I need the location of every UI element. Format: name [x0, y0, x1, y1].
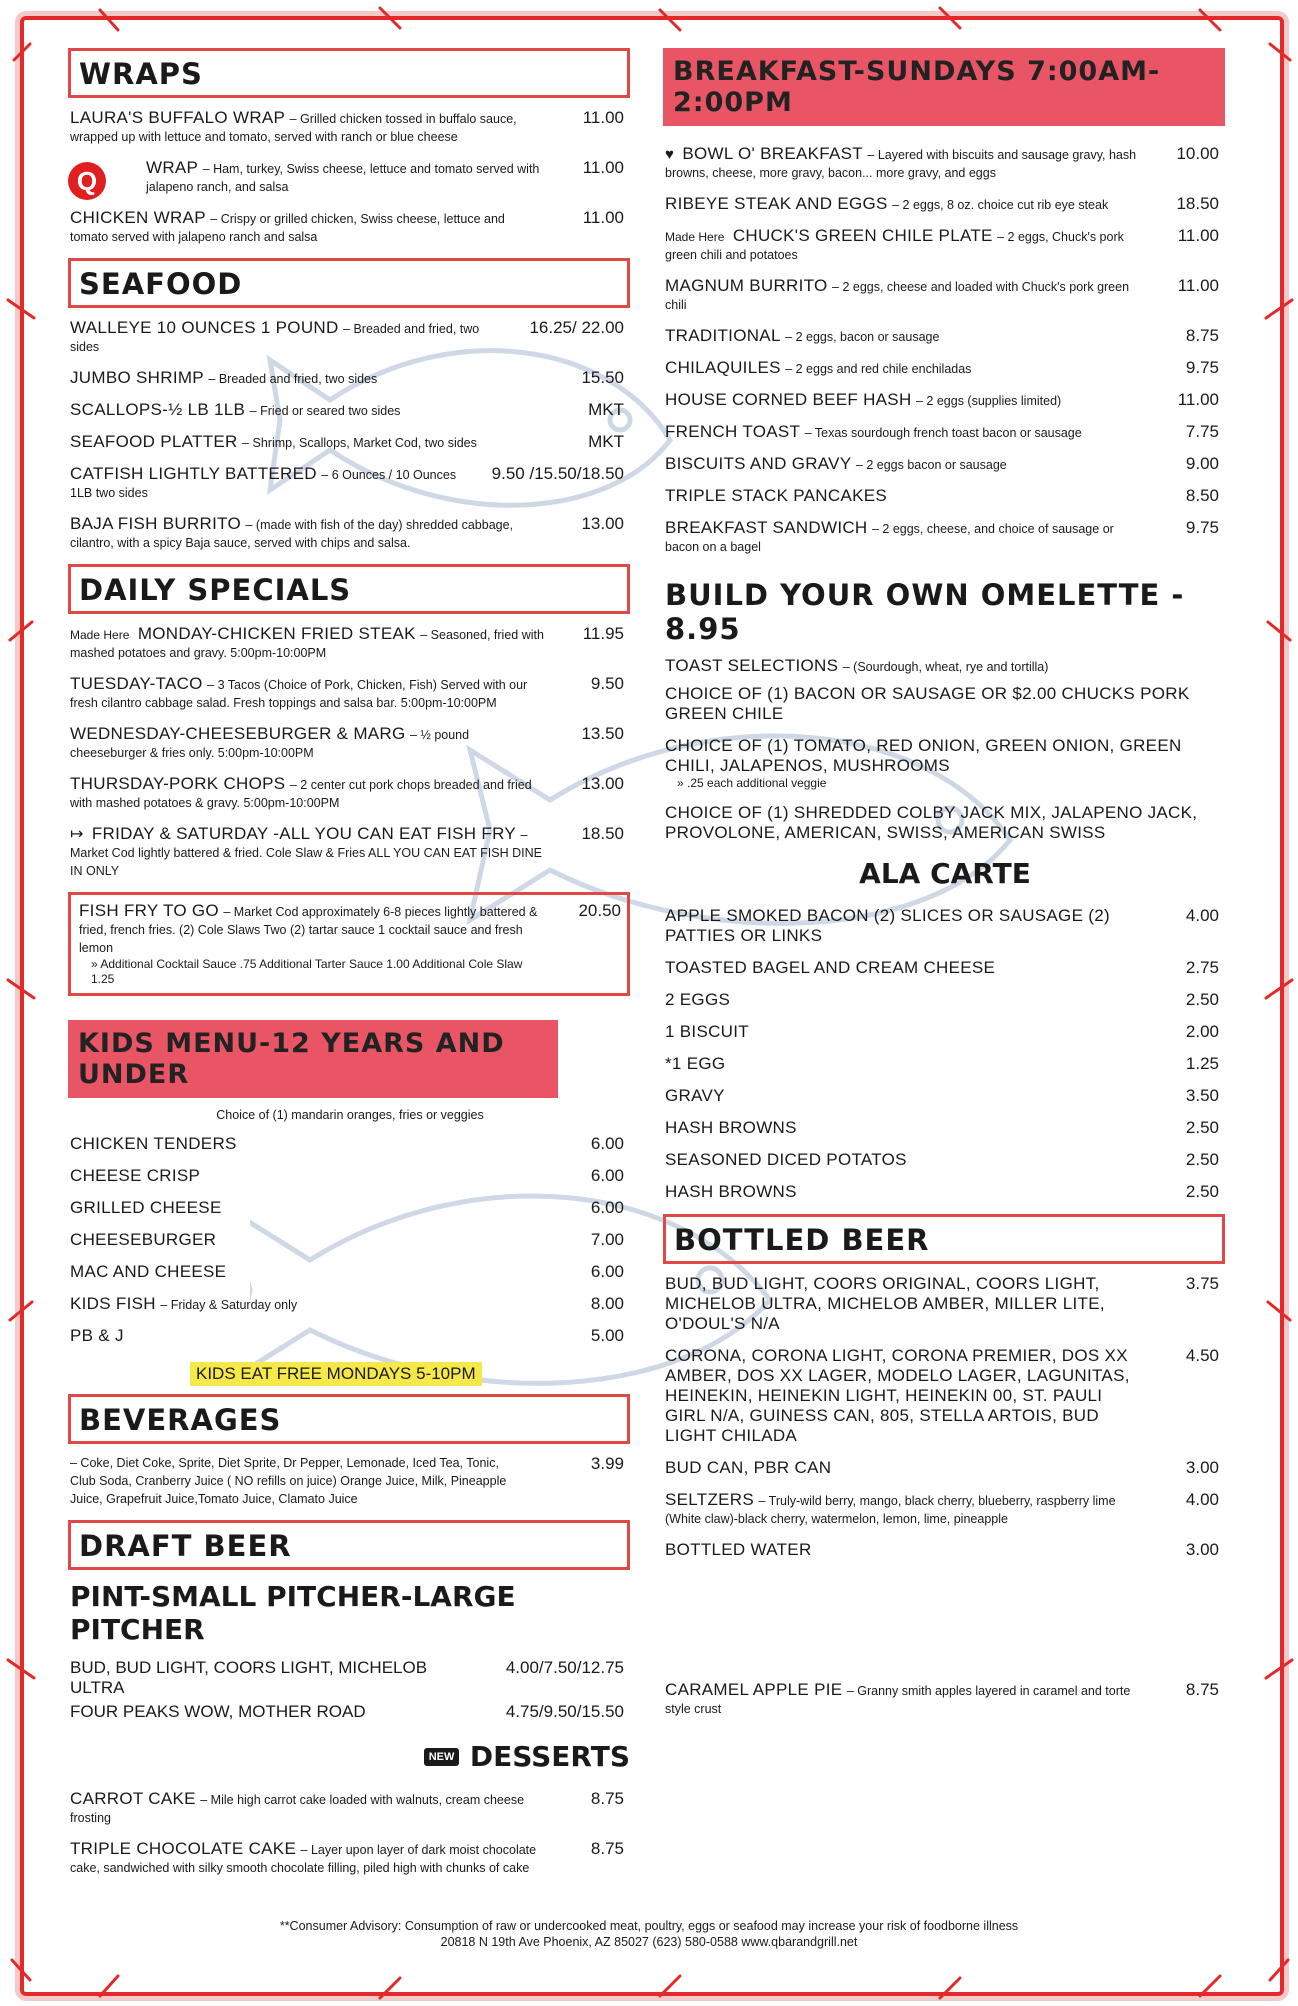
item-price: 8.50: [1185, 486, 1219, 505]
item-desc: – (made with fish of the day) shredded cabbage, cilantro, with a spicy Baja sauce, served with chips and salsa.: [70, 518, 514, 550]
menu-item: [70, 108, 630, 146]
toast-selections: [665, 656, 1225, 676]
item-name: FRENCH TOAST: [665, 422, 801, 441]
item-price: 2.50: [1185, 1118, 1219, 1137]
item-name: BISCUITS AND GRAVY: [665, 454, 852, 473]
wraps-header: [68, 48, 630, 98]
item-desc: – Truly-wild berry, mango, black cherry, blueberry, raspberry lime (White claw)-black cherry, watermelon, lemon, lime, pineapple: [665, 1494, 1116, 1526]
item-price: 9.50 /15.50/18.50: [491, 464, 624, 483]
item-name: APPLE SMOKED BACON (2) SLICES OR SAUSAGE (2) PATTIES OR LINKS: [665, 906, 1110, 945]
menu-item: [665, 358, 1225, 378]
menu-item: [665, 1274, 1225, 1334]
item-name: 2 EGGS: [665, 990, 731, 1009]
menu-item: [70, 318, 630, 356]
beverages-header: [68, 1394, 630, 1444]
item-price: 3.00: [1185, 1458, 1219, 1477]
menu-item: [70, 1294, 630, 1314]
desserts-header: [70, 1740, 630, 1773]
item-name: TRIPLE STACK PANCAKES: [665, 486, 888, 505]
menu-item: [70, 1454, 630, 1508]
menu-item: [665, 990, 1225, 1010]
item-price: 7.00: [590, 1230, 624, 1249]
item-name: LAURA'S BUFFALO WRAP: [70, 108, 286, 127]
menu-item: [665, 1680, 1225, 1718]
fish-fry-to-go-box: [68, 892, 630, 996]
item-desc: – Market Cod approximately 6-8 pieces lightly battered & fried, french fries. (2) Cole Slaws Two (2) tartar sauce 1 cocktail sauce and fresh lemon: [79, 905, 538, 955]
menu-item: [70, 774, 630, 812]
item-price: 8.75: [1185, 326, 1219, 345]
item-desc: – Crispy or grilled chicken, Swiss cheese, lettuce and tomato served with jalapeno ranch and salsa: [70, 212, 505, 244]
item-name: *1 EGG: [665, 1054, 726, 1073]
item-name: RIBEYE STEAK AND EGGS: [665, 194, 888, 213]
new-badge: NEW: [424, 1748, 460, 1766]
menu-item: [665, 1540, 1225, 1560]
item-price: 5.00: [590, 1326, 624, 1345]
draft-row: [70, 1658, 630, 1698]
item-price: 11.00: [1177, 226, 1219, 245]
item-name: BOWL O' BREAKFAST: [682, 144, 863, 163]
menu-item: [665, 144, 1225, 182]
item-desc: – Shrimp, Scallops, Market Cod, two sides: [242, 436, 477, 450]
omelette-veggie-note: » .25 each additional veggie: [677, 776, 827, 790]
item-desc: – Mile high carrot cake loaded with walnuts, cream cheese frosting: [70, 1793, 525, 1825]
item-desc: – Coke, Diet Coke, Sprite, Diet Sprite, Dr Pepper, Lemonade, Iced Tea, Tonic, Club Soda, Cranberry Juice ( NO refills on juice) Orange Juice, Milk, Pineapple Juice, Grapefruit Juice,Tomato Juice, Clamato Juice: [70, 1456, 507, 1506]
item-price: 6.00: [590, 1262, 624, 1281]
item-price: MKT: [588, 432, 624, 451]
item-note: » Additional Cocktail Sauce .75 Additional Tarter Sauce 1.00 Additional Cole Slaw 1.25: [91, 957, 523, 986]
toast-desc: – (Sourdough, wheat, rye and tortilla): [842, 660, 1049, 674]
item-name: CHUCK'S GREEN CHILE PLATE: [732, 226, 993, 245]
item-price: 10.00: [1176, 144, 1219, 163]
item-price: 4.50: [1185, 1346, 1219, 1365]
made-here-icon: Made Here: [70, 628, 130, 642]
left-column: [70, 48, 630, 1889]
item-price: 8.75: [590, 1789, 624, 1808]
menu-item: [665, 1086, 1225, 1106]
item-price: 7.75: [1185, 422, 1219, 441]
item-desc: – 2 eggs, bacon or sausage: [785, 330, 940, 344]
ala-carte-title: ALA CARTE: [859, 857, 1031, 890]
menu-item: [70, 624, 630, 662]
item-desc: – Fried or seared two sides: [249, 404, 401, 418]
item-name: SELTZERS: [665, 1490, 754, 1509]
menu-item: [70, 514, 630, 552]
menu-item: [665, 1118, 1225, 1138]
item-desc: – 2 eggs bacon or sausage: [855, 458, 1007, 472]
omelette-title: BUILD YOUR OWN OMELETTE - 8.95: [665, 578, 1185, 646]
wraps-title: WRAPS: [79, 57, 203, 91]
item-price: 11.00: [582, 158, 624, 177]
item-desc: – Texas sourdough french toast bacon or sausage: [804, 426, 1082, 440]
item-price: 9.75: [1185, 518, 1219, 537]
item-name: WEDNESDAY-CHEESEBURGER & MARG: [70, 724, 406, 743]
item-price: 13.00: [581, 774, 624, 793]
menu-item: [70, 400, 630, 420]
menu-item: [665, 194, 1225, 214]
item-price: 2.50: [1185, 1150, 1219, 1169]
item-name: KIDS FISH: [70, 1294, 156, 1313]
item-price: 20.50: [578, 901, 621, 920]
item-name: SEASONED DICED POTATOS: [665, 1150, 907, 1169]
seafood-header: [68, 258, 630, 308]
menu-item: [70, 368, 630, 388]
item-price: 4.00/7.50/12.75: [505, 1658, 624, 1677]
draft-beer-title: DRAFT BEER: [79, 1529, 292, 1563]
item-price: 4.00: [1185, 906, 1219, 925]
bottled-beer-header: [663, 1214, 1225, 1264]
seafood-title: SEAFOOD: [79, 267, 243, 301]
menu-item: [665, 1054, 1225, 1074]
item-name: WRAP: [146, 158, 199, 177]
item-price: 16.25/ 22.00: [529, 318, 624, 337]
item-desc: – Breaded and fried, two sides: [208, 372, 378, 386]
menu-item: [665, 276, 1225, 314]
item-name: FOUR PEAKS WOW, MOTHER ROAD: [70, 1702, 366, 1721]
item-desc: – 2 eggs, 8 oz. choice cut rib eye steak: [892, 198, 1109, 212]
menu-item: [665, 1346, 1225, 1446]
menu-item: [70, 432, 630, 452]
item-price: 4.75/9.50/15.50: [505, 1702, 624, 1721]
item-price: 13.00: [581, 514, 624, 533]
item-name: HASH BROWNS: [665, 1182, 797, 1201]
desserts-title: DESSERTS: [469, 1740, 630, 1773]
item-name: HASH BROWNS: [665, 1118, 797, 1137]
menu-item: [665, 486, 1225, 506]
item-price: 18.50: [1176, 194, 1219, 213]
item-name: MONDAY-CHICKEN FRIED STEAK: [137, 624, 416, 643]
item-price: 3.75: [1185, 1274, 1219, 1293]
item-price: 11.00: [582, 208, 624, 227]
item-name: BOTTLED WATER: [665, 1540, 812, 1559]
item-desc: – Layer upon layer of dark moist chocolate cake, sandwiched with silky smooth chocolate filling, piled high with chunks of cake: [70, 1843, 537, 1875]
item-name: CHICKEN WRAP: [70, 208, 206, 227]
item-name: BUD, BUD LIGHT, COORS LIGHT, MICHELOB ULTRA: [70, 1658, 428, 1697]
item-name: JUMBO SHRIMP: [70, 368, 204, 387]
item-name: BAJA FISH BURRITO: [70, 514, 242, 533]
item-desc: – 2 center cut pork chops breaded and fried with mashed potatoes & gravy. 5:00pm-10:00PM: [70, 778, 532, 810]
item-price: 9.00: [1185, 454, 1219, 473]
menu-item: [665, 1490, 1225, 1528]
item-desc: – 2 eggs, cheese and loaded with Chuck's pork green chili: [665, 280, 1130, 312]
footer: [0, 1918, 1298, 1950]
item-price: 6.00: [590, 1198, 624, 1217]
menu-item: [70, 1230, 630, 1250]
item-desc: – 2 eggs, Chuck's pork green chili and potatoes: [665, 230, 1124, 262]
item-name: TRADITIONAL: [665, 326, 781, 345]
item-name: BUD CAN, PBR CAN: [665, 1458, 832, 1477]
item-name: GRAVY: [665, 1086, 725, 1105]
item-desc: – Market Cod lightly battered & fried. Cole Slaw & Fries ALL YOU CAN EAT FISH DINE IN ONLY: [70, 828, 542, 878]
item-price: 15.50: [581, 368, 624, 387]
item-name: SCALLOPS-½ LB 1LB: [70, 400, 246, 419]
menu-item: [70, 464, 630, 502]
item-name: CHILAQUILES: [665, 358, 781, 377]
item-price: 18.50: [581, 824, 624, 843]
menu-item: [665, 1182, 1225, 1202]
item-price: 11.00: [1177, 276, 1219, 295]
item-price: 9.50: [590, 674, 624, 693]
menu-item: [70, 158, 630, 196]
item-name: TOASTED BAGEL AND CREAM CHEESE: [665, 958, 996, 977]
menu-item: [70, 724, 630, 762]
item-desc: – Ham, turkey, Swiss cheese, lettuce and tomato served with jalapeno ranch, and salsa: [146, 162, 540, 194]
item-name: TRIPLE CHOCOLATE CAKE: [70, 1839, 297, 1858]
menu-item: [70, 1198, 630, 1218]
item-name: CATFISH LIGHTLY BATTERED: [70, 464, 317, 483]
menu-item: [70, 208, 630, 246]
daily-specials-header: [68, 564, 630, 614]
item-name: CORONA, CORONA LIGHT, CORONA PREMIER, DOS XX AMBER, DOS XX LAGER, MODELO LAGER, LAGUNITAS, HEINEKIN, HEINEKIN LIGHT, HEINEKIN 00, ST. PAULI GIRL N/A, GUINESS CAN, 805, STELLA ARTOIS, BUD LIGHT CHILADA: [665, 1346, 1130, 1445]
item-desc: – Breaded and fried, two sides: [70, 322, 480, 354]
item-desc: – 2 eggs (supplies limited): [915, 394, 1062, 408]
item-name: 1 BISCUIT: [665, 1022, 749, 1041]
menu-item: [665, 1150, 1225, 1170]
item-name: PB & J: [70, 1326, 124, 1345]
item-price: 11.95: [582, 624, 624, 643]
item-name: FISH FRY TO GO: [79, 901, 219, 920]
kids-menu-subtitle: Choice of (1) mandarin oranges, fries or veggies: [216, 1108, 484, 1122]
menu-item: [70, 1134, 630, 1154]
item-price: 8.00: [590, 1294, 624, 1313]
item-name: WALLEYE 10 OUNCES 1 POUND: [70, 318, 339, 337]
toast-label: TOAST SELECTIONS: [665, 656, 839, 675]
item-price: 8.75: [1185, 1680, 1219, 1699]
item-name: CHEESEBURGER: [70, 1230, 217, 1249]
item-price: 3.00: [1185, 1540, 1219, 1559]
menu-item: [665, 390, 1225, 410]
item-name: SEAFOOD PLATTER: [70, 432, 238, 451]
draft-row: [70, 1702, 630, 1722]
item-price: 2.50: [1185, 990, 1219, 1009]
daily-specials-title: DAILY SPECIALS: [79, 573, 352, 607]
draft-beer-subtitle: PINT-SMALL PITCHER-LARGE PITCHER: [70, 1580, 516, 1646]
draft-beer-header: [68, 1520, 630, 1570]
item-name: MAC AND CHEESE: [70, 1262, 227, 1281]
menu-item: [665, 454, 1225, 474]
item-name: GRILLED CHEESE: [70, 1198, 222, 1217]
item-price: MKT: [588, 400, 624, 419]
kids-menu-banner: [68, 1020, 558, 1098]
kids-eat-free-promo: KIDS EAT FREE MONDAYS 5-10PM: [190, 1362, 482, 1386]
menu-item: [665, 226, 1225, 264]
item-price: 2.00: [1185, 1022, 1219, 1041]
breakfast-banner: [663, 48, 1225, 126]
menu-item: [70, 1326, 630, 1346]
arrow-icon: ↦: [70, 826, 84, 843]
item-desc: – ½ pound cheeseburger & fries only. 5:00pm-10:00PM: [70, 728, 470, 760]
consumer-advisory: **Consumer Advisory: Consumption of raw or undercooked meat, poultry, eggs or seafood may increase your risk of foodborne illness: [279, 1919, 1019, 1933]
kids-menu-title: KIDS MENU-12 YEARS AND UNDER: [78, 1028, 505, 1090]
item-desc: – Layered with biscuits and sausage gravy, hash browns, cheese, more gravy, bacon... more gravy, and eggs: [665, 148, 1137, 180]
menu-item: [70, 1839, 630, 1877]
menu-item: [665, 422, 1225, 442]
item-desc: – 6 Ounces / 10 Ounces 1LB two sides: [70, 468, 457, 500]
item-price: 3.50: [1185, 1086, 1219, 1105]
menu-item: [70, 824, 630, 880]
right-column: [665, 48, 1225, 1730]
menu-item: [665, 326, 1225, 346]
item-price: 11.00: [582, 108, 624, 127]
item-desc: – Seasoned, fried with mashed potatoes and gravy. 5:00pm-10:00PM: [70, 628, 544, 660]
heart-icon: ♥: [665, 146, 674, 163]
item-price: 6.00: [590, 1134, 624, 1153]
item-price: 11.00: [1177, 390, 1219, 409]
item-desc: – 2 eggs and red chile enchiladas: [785, 362, 972, 376]
menu-item: [665, 518, 1225, 556]
beverages-title: BEVERAGES: [79, 1403, 282, 1437]
item-desc: – 3 Tacos (Choice of Pork, Chicken, Fish) Served with our fresh cilantro cabbage salad. Fresh toppings and salsa bar. 5:00pm-10:00PM: [70, 678, 528, 710]
q-logo-icon: Q: [68, 162, 106, 200]
item-price: 2.50: [1185, 1182, 1219, 1201]
item-name: HOUSE CORNED BEEF HASH: [665, 390, 912, 409]
made-here-icon: Made Here: [665, 230, 725, 244]
item-name: BREAKFAST SANDWICH: [665, 518, 868, 537]
omelette-choice-veggie: CHOICE OF (1) TOMATO, RED ONION, GREEN ONION, GREEN CHILI, JALAPENOS, MUSHROOMS: [665, 736, 1182, 775]
item-desc: – Granny smith apples layered in caramel and torte style crust: [665, 1684, 1131, 1716]
item-name: CHEESE CRISP: [70, 1166, 201, 1185]
item-price: 8.75: [590, 1839, 624, 1858]
menu-item: [665, 1022, 1225, 1042]
menu-item: [70, 1166, 630, 1186]
item-price: 2.75: [1185, 958, 1219, 977]
item-desc: – 2 eggs, cheese, and choice of sausage or bacon on a bagel: [665, 522, 1114, 554]
menu-item: [665, 958, 1225, 978]
menu-item: [70, 1789, 630, 1827]
item-price: 1.25: [1185, 1054, 1219, 1073]
item-name: FRIDAY & SATURDAY -ALL YOU CAN EAT FISH FRY: [91, 824, 517, 843]
bottled-beer-title: BOTTLED BEER: [674, 1223, 930, 1257]
item-name: CARAMEL APPLE PIE: [665, 1680, 843, 1699]
item-name: CARROT CAKE: [70, 1789, 196, 1808]
item-price: 3.99: [590, 1454, 624, 1473]
item-desc: – Friday & Saturday only: [160, 1298, 298, 1312]
item-name: BUD, BUD LIGHT, COORS ORIGINAL, COORS LIGHT, MICHELOB ULTRA, MICHELOB AMBER, MILLER LITE, O'DOUL'S N/A: [665, 1274, 1105, 1333]
breakfast-title: BREAKFAST-SUNDAYS 7:00AM-2:00PM: [673, 56, 1161, 118]
item-price: 6.00: [590, 1166, 624, 1185]
item-price: 13.50: [581, 724, 624, 743]
omelette-choice-meat: CHOICE OF (1) BACON OR SAUSAGE OR $2.00 CHUCKS PORK GREEN CHILE: [665, 684, 1190, 723]
item-name: TUESDAY-TACO: [70, 674, 203, 693]
item-name: MAGNUM BURRITO: [665, 276, 828, 295]
menu-item: [665, 1458, 1225, 1478]
item-price: 9.75: [1185, 358, 1219, 377]
address-line: 20818 N 19th Ave Phoenix, AZ 85027 (623) 580-0588 www.qbarandgrill.net: [440, 1935, 858, 1949]
menu-item: [665, 906, 1225, 946]
item-desc: – Grilled chicken tossed in buffalo sauce, wrapped up with lettuce and tomato, served with ranch or blue cheese: [70, 112, 517, 144]
item-name: THURSDAY-PORK CHOPS: [70, 774, 286, 793]
menu-item: [70, 674, 630, 712]
omelette-choice-cheese: CHOICE OF (1) SHREDDED COLBY JACK MIX, JALAPENO JACK, PROVOLONE, AMERICAN, SWISS, AMERICAN SWISS: [665, 803, 1198, 842]
item-price: 4.00: [1185, 1490, 1219, 1509]
item-name: CHICKEN TENDERS: [70, 1134, 237, 1153]
menu-item: [70, 1262, 630, 1282]
